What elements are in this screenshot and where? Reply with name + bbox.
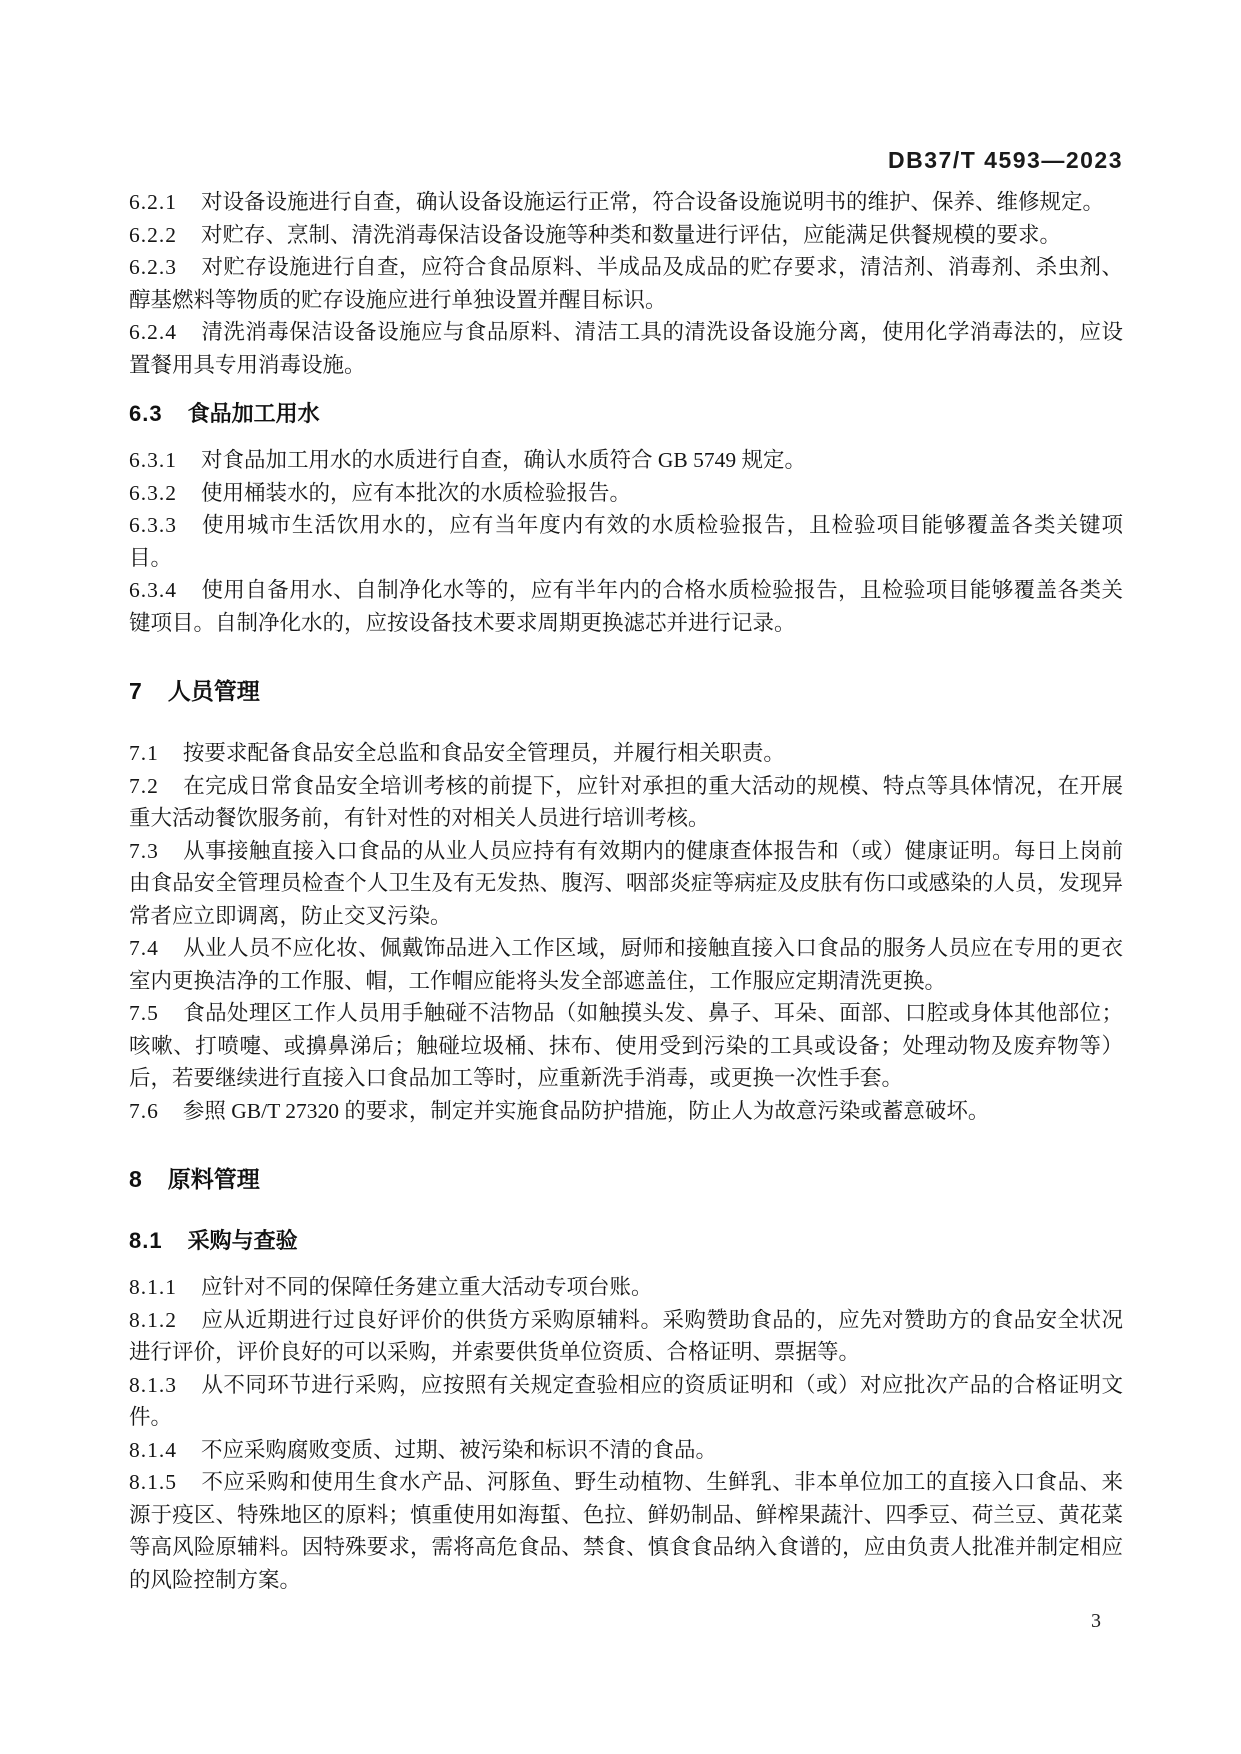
clause-number: 6.2.2 — [129, 222, 177, 247]
clause-text: 使用桶装水的，应有本批次的水质检验报告。 — [201, 480, 632, 505]
clause-7-2 — [129, 770, 1123, 835]
clause-number: 7.5 — [129, 1001, 159, 1025]
clause-number: 8.1.1 — [129, 1275, 177, 1299]
heading-title: 食品加工用水 — [187, 401, 320, 426]
clause-6-2-1 — [129, 186, 1123, 219]
clause-number: 7.4 — [129, 936, 159, 960]
standard-number-header: DB37/T 4593—2023 — [888, 147, 1123, 173]
heading-title: 人员管理 — [167, 678, 260, 704]
clause-text: 在完成日常食品安全培训考核的前提下，应针对承担的重大活动的规模、特点等具体情况，在开展重大活动餐饮服务前，有针对性的对相关人员进行培训考核。 — [129, 773, 1123, 830]
clause-text: 清洗消毒保洁设备设施应与食品原料、清洁工具的清洗设备设施分离，使用化学消毒法的，应设置餐用具专用消毒设施。 — [129, 320, 1123, 377]
clause-number: 6.3.1 — [129, 448, 177, 472]
clause-text: 使用自备用水、自制净化水等的，应有半年内的合格水质检验报告，且检验项目能够覆盖各类关键项目。自制净化水的，应按设备技术要求周期更换滤芯并进行记录。 — [129, 578, 1123, 635]
heading-number: 8 — [129, 1166, 143, 1192]
clause-6-3-2 — [129, 477, 1123, 510]
clause-number: 7.2 — [129, 773, 159, 798]
clause-text: 从不同环节进行采购，应按照有关规定查验相应的资质证明和（或）对应批次产品的合格证明文件。 — [129, 1372, 1123, 1429]
document-body — [129, 186, 1123, 1596]
clause-number: 6.3.3 — [129, 513, 177, 537]
clause-text: 参照 GB/T 27320 的要求，制定并实施食品防护措施，防止人为故意污染或蓄意破坏。 — [182, 1098, 990, 1123]
heading-number: 6.3 — [129, 401, 163, 426]
heading-number: 7 — [129, 678, 143, 704]
clause-7-1 — [129, 737, 1123, 770]
clause-number: 8.1.3 — [129, 1372, 177, 1397]
clause-text: 对设备设施进行自查，确认设备设施运行正常，符合设备设施说明书的维护、保养、维修规定。 — [201, 190, 1105, 214]
clause-6-2-4 — [129, 316, 1123, 381]
clause-number: 6.2.3 — [129, 255, 177, 279]
clause-number: 7.3 — [129, 838, 159, 863]
clause-text: 从事接触直接入口食品的从业人员应持有有效期内的健康查体报告和（或）健康证明。每日上岗前由食品安全管理员检查个人卫生及有无发热、腹泻、咽部炎症等病症及皮肤有伤口或感染的人员，发现异常者应立即调离，防止交叉污染。 — [129, 838, 1123, 928]
clause-text: 不应采购腐败变质、过期、被污染和标识不清的食品。 — [201, 1437, 718, 1462]
heading-number: 8.1 — [129, 1228, 163, 1253]
clause-text: 使用城市生活饮用水的，应有当年度内有效的水质检验报告，且检验项目能够覆盖各类关键项目。 — [129, 513, 1123, 570]
clause-8-1-5 — [129, 1466, 1123, 1596]
heading-title: 采购与查验 — [187, 1228, 298, 1253]
clause-text: 对贮存、烹制、清洗消毒保洁设备设施等种类和数量进行评估，应能满足供餐规模的要求。 — [201, 222, 1062, 247]
clause-7-6 — [129, 1095, 1123, 1128]
clause-8-1-3 — [129, 1369, 1123, 1434]
clause-6-3-1 — [129, 444, 1123, 477]
clause-number: 7.1 — [129, 741, 159, 765]
clause-number: 6.2.4 — [129, 320, 177, 344]
clause-text: 对食品加工用水的水质进行自查，确认水质符合 GB 5749 规定。 — [201, 448, 806, 472]
heading-7 — [129, 675, 1123, 707]
clause-text: 按要求配备食品安全总监和食品安全管理员，并履行相关职责。 — [182, 741, 785, 765]
clause-number: 6.2.1 — [129, 190, 177, 214]
clause-6-3-3 — [129, 509, 1123, 574]
clause-6-3-4 — [129, 574, 1123, 639]
clause-7-3 — [129, 835, 1123, 933]
clause-8-1-4 — [129, 1434, 1123, 1467]
heading-8 — [129, 1163, 1123, 1195]
clause-text: 对贮存设施进行自查，应符合食品原料、半成品及成品的贮存要求，清洁剂、消毒剂、杀虫剂、醇基燃料等物质的贮存设施应进行单独设置并醒目标识。 — [129, 255, 1123, 312]
clause-text: 食品处理区工作人员用手触碰不洁物品（如触摸头发、鼻子、耳朵、面部、口腔或身体其他部位；咳嗽、打喷嚏、或擤鼻涕后；触碰垃圾桶、抹布、使用受到污染的工具或设备；处理动物及废弃物等）后，若要继续进行直接入口食品加工等时，应重新洗手消毒，或更换一次性手套。 — [129, 1001, 1123, 1090]
clause-7-4 — [129, 932, 1123, 997]
page-number: 3 — [1091, 1610, 1101, 1632]
clause-number: 8.1.5 — [129, 1470, 177, 1494]
clause-number: 6.3.4 — [129, 578, 177, 602]
clause-number: 6.3.2 — [129, 480, 177, 505]
clause-text: 从业人员不应化妆、佩戴饰品进入工作区域，厨师和接触直接入口食品的服务人员应在专用的更衣室内更换洁净的工作服、帽，工作帽应能将头发全部遮盖住，工作服应定期清洗更换。 — [129, 936, 1123, 993]
clause-8-1-2 — [129, 1304, 1123, 1369]
clause-text: 不应采购和使用生食水产品、河豚鱼、野生动植物、生鲜乳、非本单位加工的直接入口食品、来源于疫区、特殊地区的原料；慎重使用如海蜇、色拉、鲜奶制品、鲜榨果蔬汁、四季豆、荷兰豆、黄花菜等高风险原辅料。因特殊要求，需将高危食品、禁食、慎食食品纳入食谱的，应由负责人批准并制定相应的风险控制方案。 — [129, 1470, 1123, 1592]
clause-text: 应针对不同的保障任务建立重大活动专项台账。 — [201, 1275, 653, 1299]
clause-number: 8.1.4 — [129, 1437, 177, 1462]
clause-number: 8.1.2 — [129, 1307, 177, 1332]
clause-8-1-1 — [129, 1271, 1123, 1304]
clause-text: 应从近期进行过良好评价的供货方采购原辅料。采购赞助食品的，应先对赞助方的食品安全状况进行评价，评价良好的可以采购，并索要供货单位资质、合格证明、票据等。 — [129, 1307, 1123, 1364]
heading-title: 原料管理 — [167, 1166, 260, 1192]
heading-8-1 — [129, 1225, 1123, 1257]
clause-7-5 — [129, 997, 1123, 1095]
clause-number: 7.6 — [129, 1098, 159, 1123]
clause-6-2-2 — [129, 219, 1123, 252]
clause-6-2-3 — [129, 251, 1123, 316]
heading-6-3 — [129, 398, 1123, 430]
